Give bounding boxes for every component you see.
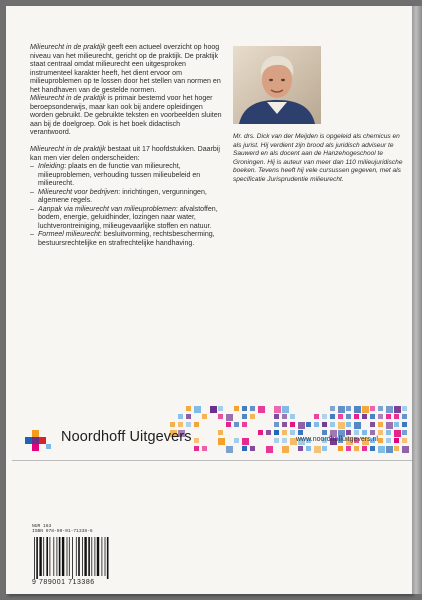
decorative-square bbox=[354, 406, 361, 413]
decorative-square bbox=[370, 406, 375, 411]
decorative-square bbox=[402, 430, 407, 435]
decorative-square bbox=[274, 414, 279, 419]
decorative-square bbox=[378, 406, 383, 411]
barcode-bar bbox=[82, 537, 83, 576]
isbn-line: ISBN 978-90-01-71338-6 bbox=[32, 529, 93, 535]
decorative-square bbox=[218, 414, 223, 419]
barcode-bar bbox=[67, 537, 68, 576]
list-item: – Inleiding: plaats en de functie van milieurecht, milieuproblemen, verhouding tussen milieubeleid en milieurecht. bbox=[30, 163, 201, 188]
decorative-square bbox=[226, 414, 233, 421]
decorative-square bbox=[202, 446, 207, 451]
decorative-square bbox=[242, 422, 247, 427]
decorative-square bbox=[346, 430, 351, 435]
publisher-name: Noordhoff Uitgevers bbox=[61, 429, 192, 445]
decorative-square bbox=[298, 430, 303, 435]
decorative-square bbox=[282, 406, 289, 413]
decorative-square bbox=[234, 438, 239, 443]
decorative-square bbox=[234, 422, 239, 427]
decorative-square bbox=[402, 406, 407, 411]
barcode-bar bbox=[39, 537, 41, 576]
decorative-square bbox=[250, 446, 255, 451]
decorative-square bbox=[394, 406, 401, 413]
decorative-square bbox=[274, 438, 279, 443]
decorative-square bbox=[242, 438, 249, 445]
blurb-text bbox=[30, 44, 222, 249]
decorative-square bbox=[282, 414, 287, 419]
decorative-square bbox=[346, 422, 351, 427]
decorative-square bbox=[370, 446, 375, 451]
decorative-square bbox=[394, 422, 399, 427]
decorative-square bbox=[394, 438, 399, 443]
decorative-square bbox=[242, 406, 247, 411]
barcode-bar bbox=[69, 537, 70, 576]
decorative-square bbox=[218, 438, 225, 445]
decorative-square bbox=[170, 422, 175, 427]
decorative-square bbox=[306, 446, 311, 451]
decorative-square bbox=[250, 406, 255, 411]
list-item: – Formeel milieurecht: besluitvorming, rechtsbescherming, bestuursrechtelijke en strafrechtelijke handhaving. bbox=[30, 231, 215, 248]
decorative-square bbox=[186, 406, 191, 411]
decorative-square bbox=[330, 414, 335, 419]
decorative-square bbox=[354, 422, 361, 429]
list-item: – Aanpak via milieurecht van milieuproblemen: afvalstoffen, bodem, energie, geluidhinder, lozingen naar water, luchtverontreiniging, milieugevaarlijke stoffen en natuur. bbox=[30, 205, 218, 230]
decorative-square bbox=[242, 414, 247, 419]
barcode-number: 9 789001 713386 bbox=[32, 579, 95, 586]
decorative-square bbox=[314, 422, 319, 427]
decorative-square bbox=[338, 446, 343, 451]
barcode-bar bbox=[84, 537, 86, 576]
decorative-square bbox=[338, 406, 345, 413]
barcode-bar bbox=[36, 537, 38, 579]
decorative-square bbox=[178, 422, 183, 427]
decorative-square bbox=[402, 446, 409, 453]
decorative-square bbox=[394, 430, 401, 437]
decorative-square bbox=[354, 414, 359, 419]
decorative-square bbox=[186, 422, 191, 427]
decorative-square bbox=[338, 422, 345, 429]
nur-code: NUR 163 bbox=[32, 524, 52, 529]
decorative-square bbox=[282, 438, 287, 443]
decorative-square bbox=[378, 414, 383, 419]
barcode-bar bbox=[72, 537, 73, 579]
barcode-bar bbox=[78, 537, 80, 576]
decorative-square bbox=[362, 414, 367, 419]
decorative-square bbox=[274, 406, 281, 413]
blurb-paragraph-1: Milieurecht in de praktijk geeft een actueel overzicht op hoog niveau van het milieurecht, gericht op de praktijk. De praktijk staat centraal omdat milieurecht een uitgesproken instrumenteel karakter heeft, het dient ervoor om milieuproblemen op te lossen door het stellen van normen en het handhaven van de gestelde normen. bbox=[30, 44, 221, 94]
decorative-square bbox=[354, 430, 359, 435]
barcode-bar bbox=[62, 537, 64, 576]
decorative-square bbox=[402, 414, 407, 419]
barcode-bar bbox=[57, 537, 58, 576]
decorative-square bbox=[386, 422, 393, 429]
decorative-square bbox=[194, 422, 199, 427]
decorative-square bbox=[378, 422, 383, 427]
decorative-square bbox=[378, 430, 383, 435]
decorative-square bbox=[346, 446, 351, 451]
barcode-bar bbox=[43, 537, 44, 576]
decorative-square bbox=[250, 414, 255, 419]
barcode-bar bbox=[95, 537, 96, 576]
author-bio: Mr. drs. Dick van der Meijden is opgeleid als chemicus en als jurist. Hij verdient zijn brood als juridisch adviseur te Sauwerd en als docent aan de Hanzehogeschool te Groningen. Hij is auteur van meer dan 110 milieujuridische boeken. Tevens heeft hij vele cursussen gegeven, met als specificatie Jurisprudentie milieurecht. bbox=[233, 133, 403, 183]
decorative-square bbox=[274, 422, 279, 427]
barcode-bar bbox=[97, 537, 99, 576]
decorative-square bbox=[362, 446, 367, 451]
decorative-square bbox=[218, 406, 223, 411]
decorative-square bbox=[338, 414, 343, 419]
barcode-bar bbox=[91, 537, 92, 576]
barcode-bar bbox=[53, 537, 54, 576]
barcode-bar bbox=[34, 537, 35, 579]
decorative-square bbox=[402, 438, 407, 443]
barcode-bar bbox=[76, 537, 77, 576]
decorative-square bbox=[386, 406, 393, 413]
decorative-square bbox=[290, 422, 295, 427]
decorative-square bbox=[386, 446, 393, 453]
decorative-square-pattern bbox=[166, 404, 416, 454]
decorative-square bbox=[322, 422, 327, 427]
barcode-bar bbox=[59, 537, 61, 576]
barcode-bar bbox=[107, 537, 109, 579]
decorative-square bbox=[370, 414, 375, 419]
decorative-square bbox=[346, 406, 351, 411]
barcode-bar bbox=[46, 537, 48, 576]
list-item: – Milieurecht voor bedrijven: inrichtingen, vergunningen, algemene regels. bbox=[30, 188, 207, 205]
decorative-square bbox=[362, 430, 367, 435]
decorative-square bbox=[314, 446, 321, 453]
decorative-square bbox=[282, 422, 287, 427]
blurb-paragraph-2: Milieurecht in de praktijk is primair bestemd voor het hoger beroepsonderwijs, maar kan ook bij andere opleidingen worden gebruikt. De gebruikte teksten en voorbeelden sluiten aan bij de doelgroep. Ook is het boek didactisch verantwoord. bbox=[30, 95, 222, 137]
barcode-bar bbox=[88, 537, 90, 576]
decorative-square bbox=[194, 446, 199, 451]
decorative-square bbox=[322, 430, 327, 435]
book-edge bbox=[412, 6, 422, 594]
decorative-square bbox=[218, 430, 223, 435]
decorative-square bbox=[394, 414, 399, 419]
decorative-square bbox=[298, 446, 303, 451]
barcode-bar bbox=[102, 537, 103, 576]
decorative-square bbox=[402, 422, 407, 427]
decorative-square bbox=[290, 430, 295, 435]
decorative-square bbox=[202, 414, 207, 419]
decorative-square bbox=[394, 446, 399, 451]
decorative-square bbox=[370, 422, 375, 427]
decorative-square bbox=[386, 430, 391, 435]
decorative-square bbox=[306, 422, 311, 427]
decorative-square bbox=[178, 414, 183, 419]
barcode-bar bbox=[105, 537, 106, 576]
decorative-square bbox=[298, 422, 305, 429]
decorative-square bbox=[266, 430, 271, 435]
decorative-square bbox=[226, 446, 233, 453]
barcode-bar bbox=[50, 537, 51, 576]
decorative-square bbox=[322, 414, 327, 419]
decorative-square bbox=[386, 414, 391, 419]
decorative-square bbox=[330, 422, 335, 427]
book-back-cover bbox=[6, 6, 412, 594]
decorative-square bbox=[314, 414, 319, 419]
blurb-paragraph-3: Milieurecht in de praktijk bestaat uit 17 hoofdstukken. Daarbij kan men vier delen onderscheiden: bbox=[30, 146, 220, 162]
isbn-info bbox=[32, 524, 93, 535]
decorative-square bbox=[282, 446, 289, 453]
decorative-square bbox=[362, 406, 369, 413]
decorative-square bbox=[258, 430, 263, 435]
decorative-square bbox=[234, 406, 239, 411]
decorative-square bbox=[370, 430, 375, 435]
decorative-square bbox=[194, 406, 201, 413]
decorative-square bbox=[186, 414, 191, 419]
decorative-square bbox=[258, 406, 265, 413]
publisher-url[interactable]: www.noordhoffuitgevers.nl bbox=[296, 436, 378, 443]
decorative-square bbox=[194, 438, 199, 443]
decorative-square bbox=[378, 446, 385, 453]
decorative-square bbox=[226, 422, 231, 427]
decorative-square bbox=[354, 446, 359, 451]
decorative-square bbox=[290, 414, 295, 419]
decorative-square bbox=[274, 430, 279, 435]
decorative-square bbox=[242, 446, 247, 451]
barcode-icon bbox=[32, 537, 118, 579]
author-photo bbox=[233, 46, 321, 124]
decorative-square bbox=[378, 438, 383, 443]
decorative-square bbox=[386, 438, 391, 443]
noordhoff-logo-icon bbox=[23, 428, 57, 454]
decorative-square bbox=[210, 406, 217, 413]
decorative-square bbox=[330, 406, 335, 411]
divider bbox=[12, 460, 418, 461]
decorative-square bbox=[322, 446, 327, 451]
decorative-square bbox=[346, 414, 351, 419]
decorative-square bbox=[282, 430, 287, 435]
decorative-square bbox=[266, 446, 273, 453]
